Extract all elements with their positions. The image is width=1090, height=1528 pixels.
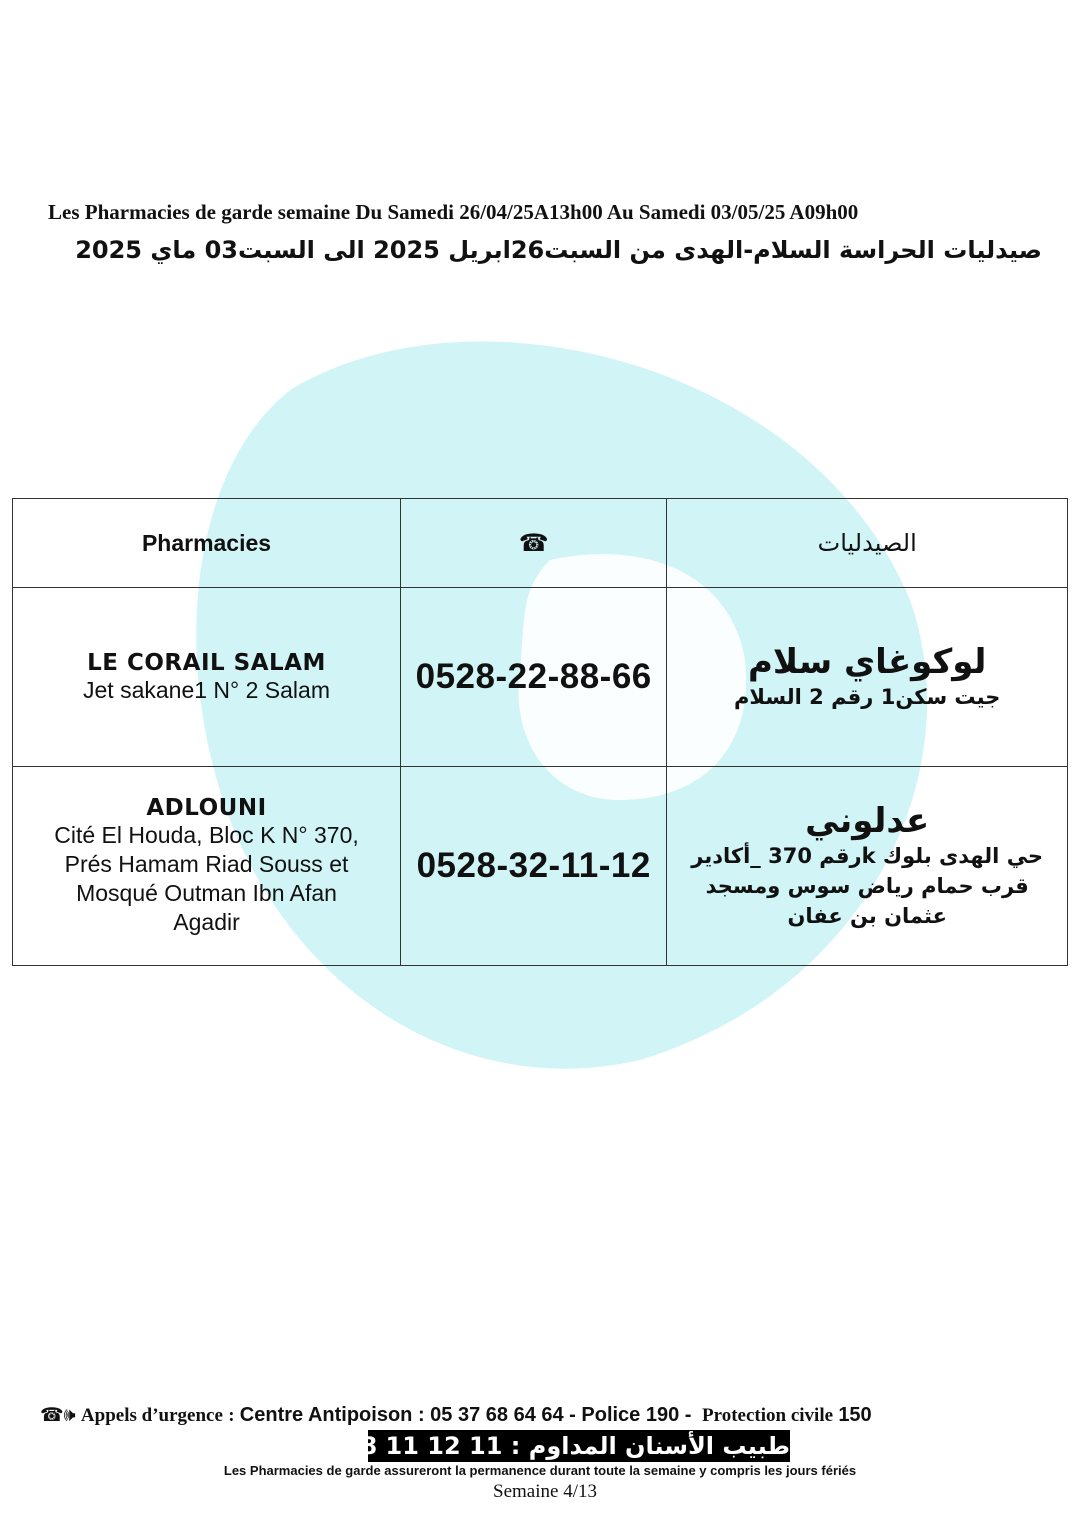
- antipoison-text: Centre Antipoison : 05 37 68 64 64 - Police 190 -: [239, 1404, 692, 1426]
- protection-label: Protection civile: [702, 1405, 834, 1426]
- pharmacy-phone-cell: [401, 767, 667, 966]
- pharmacy-address-fr: Jet sakane1 N° 2 Salam: [83, 676, 330, 703]
- title-arabic: صيدليات الحراسة السلام-الهدى من السبت26ابريل 2025 الى السبت03 ماي 2025: [75, 236, 1042, 264]
- pharmacy-name-fr: ADLOUNI: [146, 795, 267, 821]
- pharmacy-address-ar: حي الهدى بلوك kرقم 370 _أكادير: [691, 844, 1044, 868]
- pharmacy-address-fr: Agadir: [173, 909, 240, 935]
- pharmacy-phone-cell: [401, 588, 667, 767]
- pharmacies-table: [12, 498, 1068, 966]
- table-row: [13, 767, 1068, 966]
- pharmacy-address-ar: جيت سكن1 رقم 2 السلام: [734, 685, 1001, 709]
- pharmacy-fr-cell: [13, 767, 401, 966]
- dentist-on-duty: طبيب الأسنان المداوم : 11 12 11 08 06: [301, 1432, 790, 1460]
- notice-text: Les Pharmacies de garde assureront la permanence durant toute la semaine y compris les jours fériés: [223, 1463, 857, 1478]
- protection-number: 150: [838, 1404, 872, 1426]
- pharmacy-address-fr: Mosqué Outman Ibn Afan: [76, 880, 337, 906]
- header-pharmacies-ar: الصيدليات: [667, 499, 1068, 588]
- emergency-phone-icon: ☎🕪: [40, 1405, 76, 1426]
- pharmacy-phone: 0528-22-88-66: [415, 657, 652, 696]
- pharmacy-fr-cell: [13, 588, 401, 767]
- pharmacy-phone: 0528-32-11-12: [416, 846, 651, 885]
- title-french: Les Pharmacies de garde semaine Du Samedi 26/04/25A13h00 Au Samedi 03/05/25 A09h00: [48, 200, 859, 224]
- pharmacy-name-ar: عدلوني: [805, 801, 930, 841]
- pharmacy-address-fr: Prés Hamam Riad Souss et: [64, 851, 349, 877]
- header-pharmacies: Pharmacies: [13, 499, 401, 588]
- page-number: Semaine 4/13: [493, 1481, 597, 1502]
- table-header-row: [13, 499, 1068, 588]
- header-phone: [401, 499, 667, 588]
- pharmacy-name-fr: LE CORAIL SALAM: [87, 649, 326, 676]
- pharmacy-ar-cell: [667, 767, 1068, 966]
- table-row: [13, 588, 1068, 767]
- phone-icon: ☎: [518, 529, 549, 557]
- pharmacy-address-fr: Cité El Houda, Bloc K N° 370,: [54, 822, 359, 848]
- pharmacy-ar-cell: [667, 588, 1068, 767]
- emergency-calls-line: ☎🕪 Appels d’urgence : Centre Antipoison : 05 37 68 64 64 - Police 190 - Protection civile 150: [40, 1404, 872, 1426]
- pharmacy-name-ar: لوكوغاي سلام: [748, 642, 987, 682]
- pharmacy-address-ar: قرب حمام رياض سوس ومسجد: [705, 874, 1029, 898]
- emergency-label: Appels d’urgence: [80, 1405, 223, 1426]
- pharmacy-address-ar: عثمان بن عفان: [787, 904, 947, 928]
